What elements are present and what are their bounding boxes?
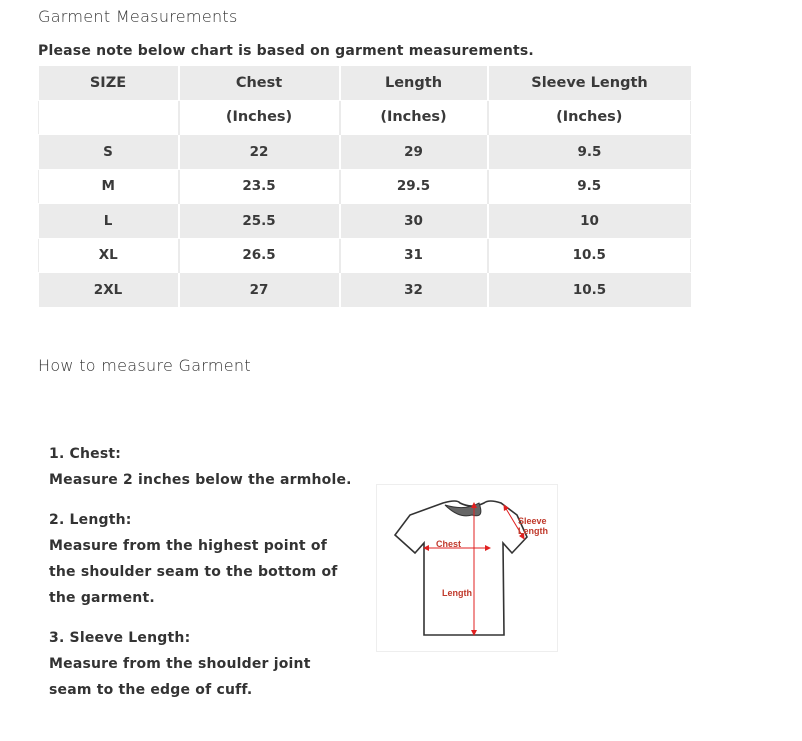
table-row <box>39 169 691 204</box>
cell-length: 30 <box>340 204 488 239</box>
instruction-line: the garment. <box>49 590 155 606</box>
size-chart-table <box>38 66 691 308</box>
unit-sleeve: (Inches) <box>488 100 691 135</box>
table-row <box>39 135 691 170</box>
tshirt-icon <box>377 485 557 651</box>
header-length: Length <box>340 66 488 100</box>
table-row <box>39 238 691 273</box>
instruction-chest <box>49 441 352 493</box>
instruction-line: the shoulder seam to the bottom of <box>49 564 338 580</box>
cell-size: XL <box>39 238 179 273</box>
section-title-how-to-measure: How to measure Garment <box>38 356 251 375</box>
table-units-row <box>39 100 691 135</box>
unit-length: (Inches) <box>340 100 488 135</box>
instruction-line: Measure 2 inches below the armhole. <box>49 472 352 488</box>
instruction-heading: 3. Sleeve Length: <box>49 630 191 646</box>
header-sleeve-length: Sleeve Length <box>488 66 691 100</box>
tshirt-outline <box>395 501 527 635</box>
instruction-line: seam to the edge of cuff. <box>49 682 253 698</box>
instruction-length <box>49 507 338 611</box>
cell-length: 31 <box>340 238 488 273</box>
length-label: Length <box>442 588 472 598</box>
instruction-line: Measure from the shoulder joint <box>49 656 311 672</box>
cell-length: 29 <box>340 135 488 170</box>
cell-sleeve: 9.5 <box>488 135 691 170</box>
sleeve-label-line1: Sleeve <box>518 516 547 526</box>
chest-label: Chest <box>436 539 462 549</box>
cell-sleeve: 10.5 <box>488 238 691 273</box>
unit-chest: (Inches) <box>179 100 340 135</box>
table-header-row <box>39 66 691 100</box>
cell-chest: 26.5 <box>179 238 340 273</box>
table-row <box>39 273 691 308</box>
cell-sleeve: 9.5 <box>488 169 691 204</box>
instruction-sleeve-length <box>49 625 311 703</box>
table-row <box>39 204 691 239</box>
cell-chest: 23.5 <box>179 169 340 204</box>
cell-length: 29.5 <box>340 169 488 204</box>
section-title-measurements: Garment Measurements <box>38 7 238 26</box>
cell-sleeve: 10.5 <box>488 273 691 308</box>
cell-size: S <box>39 135 179 170</box>
instruction-line: Measure from the highest point of <box>49 538 327 554</box>
cell-chest: 25.5 <box>179 204 340 239</box>
cell-length: 32 <box>340 273 488 308</box>
header-size: SIZE <box>39 66 179 100</box>
cell-chest: 27 <box>179 273 340 308</box>
cell-sleeve: 10 <box>488 204 691 239</box>
cell-size: 2XL <box>39 273 179 308</box>
cell-size: M <box>39 169 179 204</box>
cell-size: L <box>39 204 179 239</box>
instruction-heading: 1. Chest: <box>49 446 122 462</box>
sleeve-label-line2: Length <box>518 526 548 536</box>
unit-size <box>39 100 179 135</box>
header-chest: Chest <box>179 66 340 100</box>
tshirt-measure-diagram <box>376 484 558 652</box>
cell-chest: 22 <box>179 135 340 170</box>
instruction-heading: 2. Length: <box>49 512 132 528</box>
chart-note: Please note below chart is based on garment measurements. <box>38 43 534 59</box>
